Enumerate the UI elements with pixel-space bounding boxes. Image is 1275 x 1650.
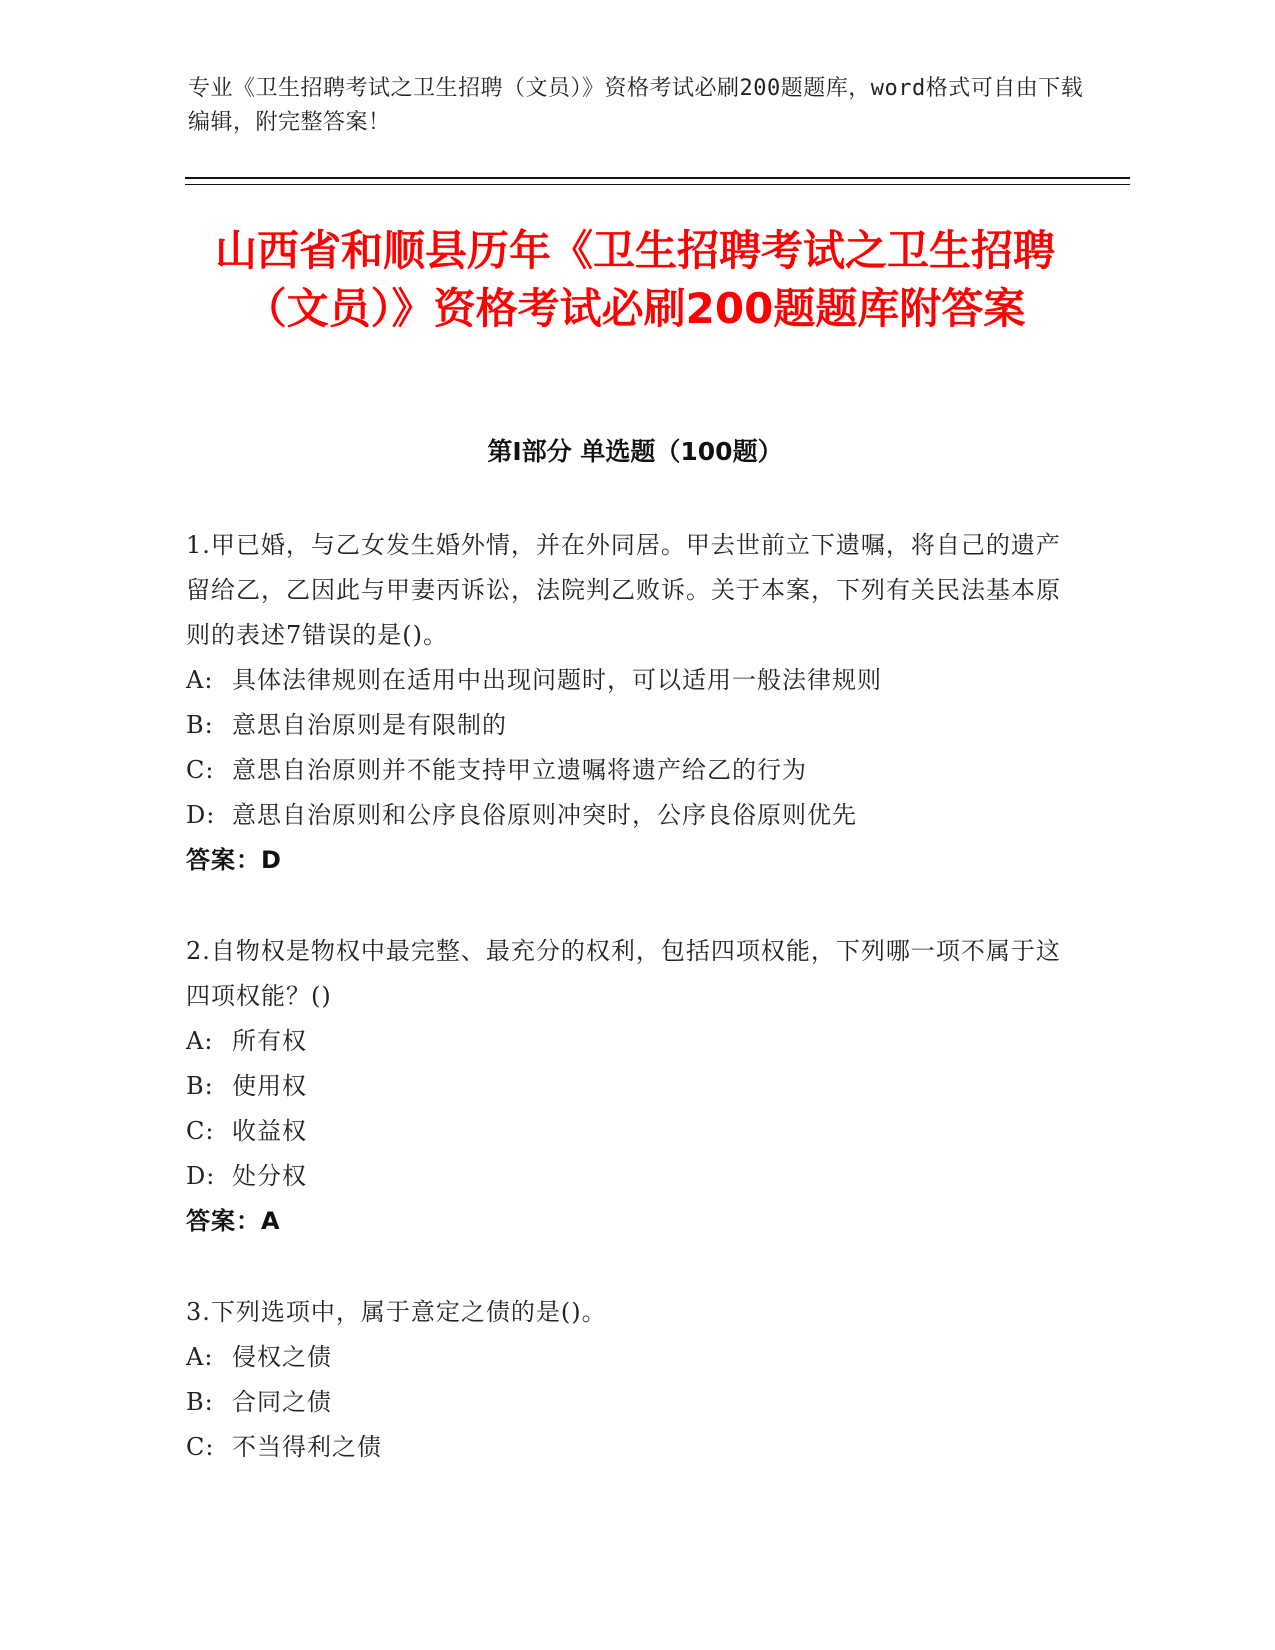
option-text: 意思自治原则是有限制的 — [232, 711, 507, 739]
option-letter: B: — [186, 711, 214, 739]
option-text: 所有权 — [232, 1027, 307, 1055]
question-2 — [186, 929, 1066, 1244]
option-a — [186, 658, 1066, 703]
option-letter: B: — [186, 1072, 214, 1100]
option-letter: C: — [186, 756, 215, 784]
option-d — [186, 1154, 1066, 1199]
option-text: 使用权 — [232, 1072, 307, 1100]
option-letter: A: — [186, 1027, 214, 1055]
option-text: 处分权 — [232, 1162, 307, 1190]
option-text: 收益权 — [232, 1117, 307, 1145]
option-text: 意思自治原则和公序良俗原则冲突时，公序良俗原则优先 — [232, 801, 857, 829]
option-letter: B: — [186, 1388, 214, 1416]
option-text: 不当得利之债 — [232, 1433, 382, 1461]
option-b — [186, 1064, 1066, 1109]
question-stem: 2.自物权是物权中最完整、最充分的权利，包括四项权能，下列哪一项不属于这四项权能？() — [186, 937, 1061, 1010]
option-b — [186, 1380, 1066, 1425]
header-divider-thick — [185, 177, 1130, 179]
document-title: 山西省和顺县历年《卫生招聘考试之卫生招聘（文员）》资格考试必刷200题题库附答案 — [214, 226, 1055, 333]
option-letter: C: — [186, 1117, 215, 1145]
option-b — [186, 703, 1066, 748]
option-text: 意思自治原则并不能支持甲立遗嘱将遗产给乙的行为 — [232, 756, 807, 784]
question-list — [186, 523, 1066, 1516]
option-a — [186, 1019, 1066, 1064]
option-text: 侵权之债 — [232, 1343, 332, 1371]
option-text: 合同之债 — [232, 1388, 332, 1416]
option-letter: D: — [186, 1162, 216, 1190]
option-c — [186, 1425, 1066, 1470]
option-c — [186, 748, 1066, 793]
question-3 — [186, 1290, 1066, 1470]
header-note: 专业《卫生招聘考试之卫生招聘（文员）》资格考试必刷200题题库，word格式可自由下载编辑，附完整答案！ — [188, 76, 1084, 135]
question-1 — [186, 523, 1066, 883]
option-letter: D: — [186, 801, 216, 829]
option-letter: A: — [186, 1343, 214, 1371]
option-d — [186, 793, 1066, 838]
question-stem: 1.甲已婚，与乙女发生婚外情，并在外同居。甲去世前立下遗嘱，将自己的遗产留给乙，乙因此与甲妻丙诉讼，法院判乙败诉。关于本案，下列有关民法基本原则的表述7错误的是()。 — [186, 531, 1061, 649]
section-title: 第Ⅰ部分 单选题（100题） — [487, 437, 783, 466]
option-letter: C: — [186, 1433, 215, 1461]
option-c — [186, 1109, 1066, 1154]
answer-line: 答案：A — [186, 1207, 281, 1235]
answer-line: 答案：D — [186, 846, 282, 874]
question-stem: 3.下列选项中，属于意定之债的是()。 — [186, 1298, 607, 1326]
option-a — [186, 1335, 1066, 1380]
option-text: 具体法律规则在适用中出现问题时，可以适用一般法律规则 — [232, 666, 882, 694]
header-divider-thin — [185, 184, 1130, 185]
option-letter: A: — [186, 666, 214, 694]
